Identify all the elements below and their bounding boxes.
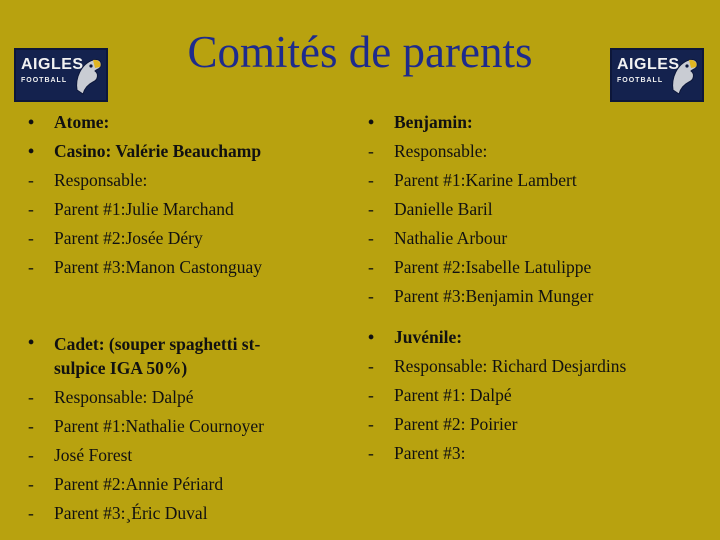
dash-marker: -: [28, 474, 34, 494]
section-atome: [28, 108, 328, 282]
dash-marker: -: [28, 228, 34, 248]
item-text: Parent #3:: [394, 443, 466, 463]
dash-marker: -: [368, 356, 374, 376]
item-text: Responsable: Dalpé: [54, 387, 194, 407]
item-text: Danielle Baril: [394, 199, 493, 219]
item-text: José Forest: [54, 445, 133, 465]
dash-marker: -: [28, 503, 34, 523]
logo-sub: FOOTBALL: [21, 77, 68, 84]
dash-marker: -: [28, 199, 34, 219]
item-text: Parent #1: Dalpé: [394, 385, 512, 405]
list-item: [28, 470, 308, 499]
dash-marker: -: [368, 170, 374, 190]
section-benjamin: [368, 108, 708, 311]
bullet-marker: •: [368, 112, 375, 132]
list-item: [368, 410, 708, 439]
item-text: Cadet: (souper spaghetti st-sulpice IGA 50%): [54, 334, 261, 378]
list-item: [368, 323, 708, 352]
bullet-marker: •: [28, 112, 35, 132]
item-text: Parent #2:Josée Déry: [54, 228, 203, 248]
item-text: Benjamin:: [394, 112, 473, 132]
list-item: [28, 499, 308, 528]
list-item: [368, 439, 708, 468]
list-item: [368, 224, 708, 253]
list-item: [28, 108, 328, 137]
aigles-football-logo: [610, 48, 704, 102]
section-juvenile: [368, 323, 708, 468]
item-text: Parent #2: Poirier: [394, 414, 518, 434]
item-text: Parent #1:Nathalie Cournoyer: [54, 416, 264, 436]
list-item: [28, 441, 308, 470]
item-text: Parent #3:¸Éric Duval: [54, 503, 208, 523]
dash-marker: -: [28, 170, 34, 190]
item-text: Responsable: Richard Desjardins: [394, 356, 627, 376]
section-cadet: [28, 330, 308, 528]
list-item: [368, 282, 708, 311]
aigles-football-logo: [14, 48, 108, 102]
list-item: [28, 412, 308, 441]
item-text: Responsable:: [394, 141, 488, 161]
item-text: Atome:: [54, 112, 110, 132]
list-item: [28, 383, 308, 412]
item-text: Parent #2:Isabelle Latulippe: [394, 257, 592, 277]
list-item: [368, 108, 708, 137]
dash-marker: -: [28, 416, 34, 436]
dash-marker: -: [368, 199, 374, 219]
dash-marker: -: [368, 228, 374, 248]
item-text: Parent #1:Julie Marchand: [54, 199, 234, 219]
item-text: Juvénile:: [394, 327, 463, 347]
list-item: [368, 352, 708, 381]
eagle-head-icon: [669, 54, 699, 98]
list-item: [368, 195, 708, 224]
dash-marker: -: [28, 387, 34, 407]
item-text: Responsable:: [54, 170, 148, 190]
item-text: Casino: Valérie Beauchamp: [54, 141, 262, 161]
eagle-head-icon: [73, 54, 103, 98]
item-text: Nathalie Arbour: [394, 228, 508, 248]
item-text: Parent #2:Annie Périard: [54, 474, 224, 494]
list-item: [28, 253, 328, 282]
dash-marker: -: [368, 141, 374, 161]
logo-word: AIGLES: [21, 56, 84, 73]
dash-marker: -: [28, 257, 34, 277]
list-item: [28, 330, 308, 383]
dash-marker: -: [368, 286, 374, 306]
list-item: [368, 381, 708, 410]
logo-word: AIGLES: [617, 56, 680, 73]
bullet-marker: •: [368, 327, 375, 347]
list-item: [368, 166, 708, 195]
list-item: [28, 137, 328, 166]
dash-marker: -: [368, 257, 374, 277]
item-text: Parent #3:Benjamin Munger: [394, 286, 594, 306]
list-item: [28, 166, 328, 195]
list-item: [368, 137, 708, 166]
item-text: Parent #3:Manon Castonguay: [54, 257, 263, 277]
dash-marker: -: [368, 414, 374, 434]
list-item: [368, 253, 708, 282]
dash-marker: -: [368, 385, 374, 405]
list-item: [28, 224, 328, 253]
dash-marker: -: [28, 445, 34, 465]
page-title: Comités de parents: [187, 27, 533, 77]
item-text: Parent #1:Karine Lambert: [394, 170, 577, 190]
bullet-marker: •: [28, 141, 35, 161]
dash-marker: -: [368, 443, 374, 463]
logo-sub: FOOTBALL: [617, 77, 664, 84]
list-item: [28, 195, 328, 224]
bullet-marker: •: [28, 332, 35, 352]
